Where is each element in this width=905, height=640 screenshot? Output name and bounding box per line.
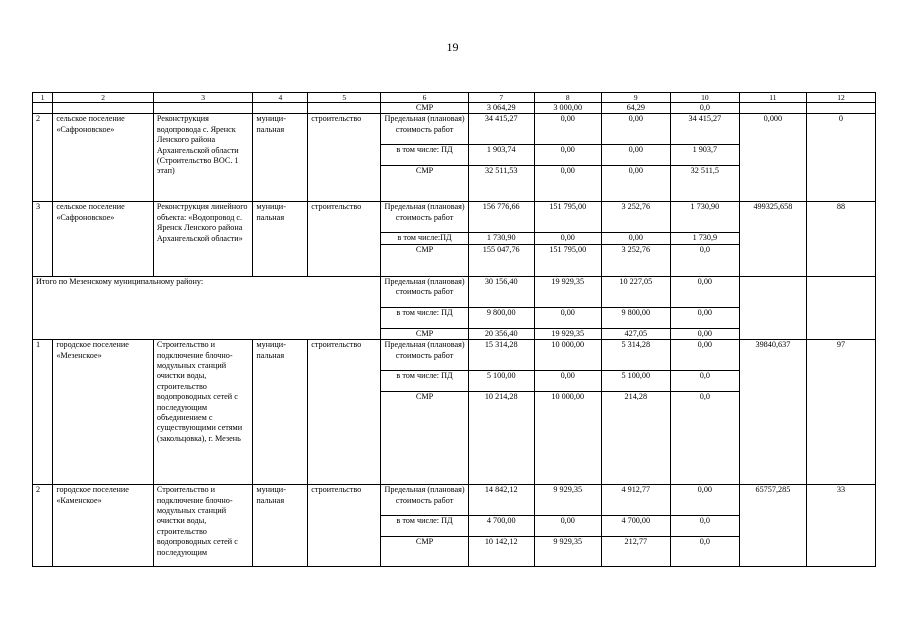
column-number: 7 [468,93,534,103]
column-number: 2 [53,93,154,103]
column-number: 9 [601,93,670,103]
value-cell: 0,00 [534,307,601,328]
ownership-cell: муници-пальная [253,202,308,276]
settlement-cell: сельское поселение «Сафроновское» [53,202,154,276]
value-cell: 64,29 [601,103,670,114]
column-number: 1 [33,93,53,103]
cost-type-cell: СМР [381,103,468,114]
column-number: 3 [153,93,253,103]
settlement-cell: сельское поселение «Сафроновское» [53,114,154,202]
value-cell: 0,0 [670,516,739,537]
value-cell: 10 214,28 [468,392,534,485]
value-cell: 88 [806,202,875,276]
cost-type-cell: Предельная (плановая) стоимость работ [381,276,468,307]
cost-type-cell: Предельная (плановая) стоимость работ [381,485,468,516]
value-cell: 151 795,00 [534,202,601,233]
object-name-cell: Строительство и подключение блочно-модульных станций очистки воды, строительство водопроводных сетей с последующим объединением с существующими сетями (закольцовка), г. Мезень [153,340,253,485]
value-cell: 10 000,00 [534,340,601,371]
table-row [33,114,876,145]
district-total-label: Итого по Мезенскому муниципальному району: [33,276,381,339]
value-cell: 0,000 [739,114,806,202]
value-cell: 9 800,00 [601,307,670,328]
value-cell: 0,00 [601,114,670,145]
value-cell: 0,0 [670,392,739,485]
cost-type-cell: Предельная (плановая) стоимость работ [381,114,468,145]
cost-type-cell: в том числе: ПД [381,516,468,537]
cost-type-cell: в том числе:ПД [381,233,468,244]
value-cell: 15 314,28 [468,340,534,371]
value-cell: 3 000,00 [534,103,601,114]
value-cell: 0,00 [670,340,739,371]
value-cell: 0,00 [670,307,739,328]
value-cell: 10 142,12 [468,537,534,567]
cost-type-cell: СМР [381,244,468,276]
value-cell: 33 [806,485,875,567]
value-cell: 1 730,9 [670,233,739,244]
value-cell: 0,00 [601,233,670,244]
value-cell: 1 903,74 [468,145,534,166]
cost-type-cell: Предельная (плановая) стоимость работ [381,340,468,371]
value-cell: 5 100,00 [601,371,670,392]
value-cell: 0,0 [670,537,739,567]
value-cell: 20 356,40 [468,328,534,339]
table-row [33,485,876,516]
value-cell: 65757,285 [739,485,806,567]
column-number: 11 [739,93,806,103]
work-type-cell: строительство [308,202,381,276]
value-cell: 0,00 [670,485,739,516]
value-cell: 0,00 [670,328,739,339]
value-cell: 212,77 [601,537,670,567]
investment-table [32,92,876,567]
value-cell: 14 842,12 [468,485,534,516]
object-name-cell: Реконструкция линейного объекта: «Водопровод с. Яренск Ленского района Архангельской области» [153,202,253,276]
value-cell: 4 912,77 [601,485,670,516]
table-row [33,202,876,233]
settlement-cell: городское поселение «Каменское» [53,485,154,567]
settlement-cell: городское поселение «Мезенское» [53,340,154,485]
cost-type-cell: в том числе: ПД [381,371,468,392]
object-name-cell: Реконструкция водопровода с. Яренск Ленского района Архангельской области (Строительство ВОС. 1 этап) [153,114,253,202]
value-cell: 0 [806,114,875,202]
value-cell: 10 000,00 [534,392,601,485]
column-number: 12 [806,93,875,103]
value-cell: 34 415,27 [670,114,739,145]
ownership-cell: муници-пальная [253,340,308,485]
value-cell: 427,05 [601,328,670,339]
value-cell: 4 700,00 [468,516,534,537]
value-cell: 0,00 [534,114,601,145]
value-cell: 0,00 [534,145,601,166]
value-cell: 214,28 [601,392,670,485]
object-name-cell: Строительство и подключение блочно-модульных станций очистки воды, строительство водопроводных сетей с последующим [153,485,253,567]
column-number: 4 [253,93,308,103]
value-cell: 5 314,28 [601,340,670,371]
table-row [33,276,876,307]
value-cell: 34 415,27 [468,114,534,145]
value-cell: 3 252,76 [601,244,670,276]
ownership-cell: муници-пальная [253,114,308,202]
value-cell: 0,00 [601,145,670,166]
value-cell: 9 929,35 [534,485,601,516]
value-cell: 156 776,66 [468,202,534,233]
value-cell: 499325,658 [739,202,806,276]
row-number-cell: 1 [33,340,53,485]
column-number: 6 [381,93,468,103]
value-cell: 0,0 [670,244,739,276]
cost-type-cell: в том числе: ПД [381,145,468,166]
value-cell: 39840,637 [739,340,806,485]
cost-type-cell: СМР [381,166,468,202]
value-cell: 5 100,00 [468,371,534,392]
row-number-cell: 2 [33,485,53,567]
value-cell: 0,0 [670,103,739,114]
value-cell: 32 511,5 [670,166,739,202]
cost-type-cell: СМР [381,537,468,567]
value-cell: 0,00 [534,371,601,392]
value-cell: 0,00 [601,166,670,202]
column-number-row [33,93,876,103]
row-number-cell: 3 [33,202,53,276]
row-number-cell: 2 [33,114,53,202]
column-number: 5 [308,93,381,103]
cost-type-cell: в том числе: ПД [381,307,468,328]
value-cell: 0,00 [534,166,601,202]
value-cell: 30 156,40 [468,276,534,307]
table-row [33,103,876,114]
work-type-cell: строительство [308,340,381,485]
value-cell: 1 730,90 [468,233,534,244]
value-cell: 1 730,90 [670,202,739,233]
ownership-cell: муници-пальная [253,485,308,567]
value-cell: 10 227,05 [601,276,670,307]
value-cell: 3 252,76 [601,202,670,233]
value-cell: 32 511,53 [468,166,534,202]
value-cell: 151 795,00 [534,244,601,276]
table-row [33,340,876,371]
value-cell: 1 903,7 [670,145,739,166]
page-number: 19 [446,40,459,54]
value-cell: 0,00 [534,516,601,537]
value-cell: 0,00 [534,233,601,244]
value-cell: 19 929,35 [534,276,601,307]
value-cell: 3 064,29 [468,103,534,114]
value-cell: 0,00 [670,276,739,307]
value-cell: 155 047,76 [468,244,534,276]
cost-type-cell: СМР [381,392,468,485]
work-type-cell: строительство [308,485,381,567]
column-number: 8 [534,93,601,103]
value-cell: 19 929,35 [534,328,601,339]
value-cell: 9 800,00 [468,307,534,328]
work-type-cell: строительство [308,114,381,202]
column-number: 10 [670,93,739,103]
value-cell: 4 700,00 [601,516,670,537]
value-cell: 9 929,35 [534,537,601,567]
value-cell: 0,0 [670,371,739,392]
value-cell: 97 [806,340,875,485]
cost-type-cell: Предельная (плановая) стоимость работ [381,202,468,233]
cost-type-cell: СМР [381,328,468,339]
